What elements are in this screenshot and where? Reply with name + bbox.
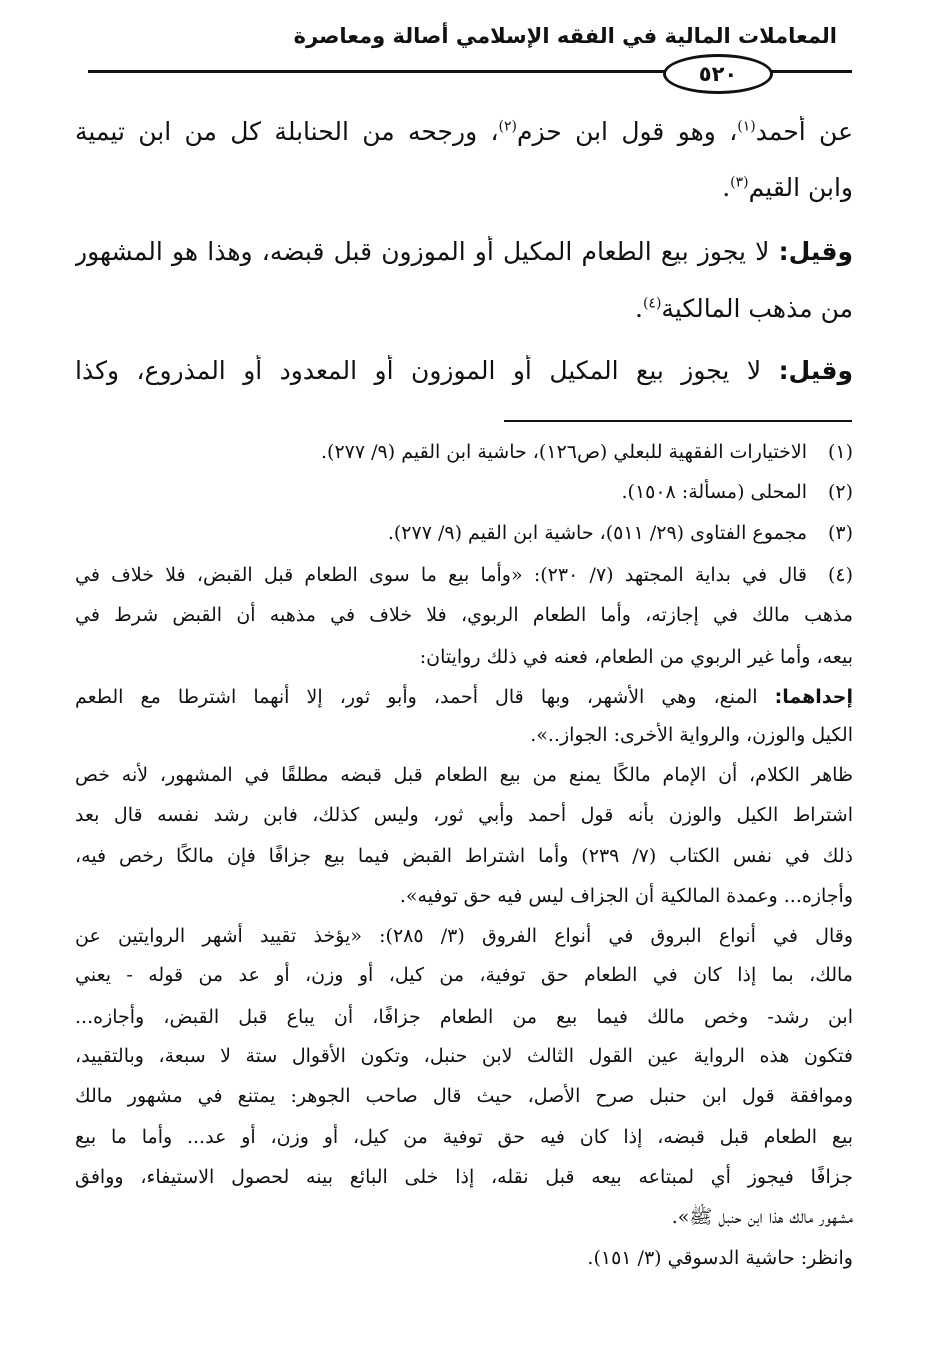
- footnote-4-line: ذلك في نفس الكتاب (٧/ ٢٣٩) وأما اشتراط القبض فيما بيع جزافًا فإن مالكًا رخص فيه،: [75, 845, 853, 867]
- qila-lead: وقيل:: [778, 356, 853, 385]
- footnote-1: الاختيارات الفقهية للبعلي (ص١٢٦)، حاشية ابن القيم (٩/ ٢٧٧).: [321, 441, 807, 463]
- body-p3-line1: وقيل: لا يجوز بيع المكيل أو الموزون أو المعدود أو المذروع، وكذا: [75, 356, 853, 385]
- footnote-2: المحلى (مسألة: ١٥٠٨).: [621, 481, 807, 503]
- first-narration-label: إحداهما:: [774, 686, 853, 708]
- footnote-number: (٣): [827, 522, 853, 544]
- footnote-4-final-line: وانظر: حاشية الدسوقي (٣/ ١٥١).: [587, 1247, 853, 1269]
- footnote-ref-3[interactable]: (٣): [730, 174, 749, 191]
- footnote-4-line: ابن رشد- وخص مالك فيما بيع من الطعام جزافًا، أن يباع قبل القبض، وأجازه...: [75, 1006, 853, 1028]
- footnote-ref-1[interactable]: (١): [737, 118, 756, 135]
- footnote-separator: [504, 420, 852, 422]
- footnote-4-line: وقال في أنواع البروق في أنواع الفروق (٣/ ٢٨٥): «يؤخذ تقييد أشهر الروايتين عن: [75, 925, 853, 947]
- qila-lead: وقيل:: [778, 237, 853, 266]
- footnote-4-line: بيع الطعام قبل قبضه، إذا كان فيه حق توفية من كيل، أو وزن، أو عد... وأما ما بيع: [75, 1126, 853, 1148]
- body-p1-line2: وابن القيم$^{(٣)}$.: [722, 173, 853, 202]
- footnote-4-line: قال في بداية المجتهد (٧/ ٢٣٠): «وأما بيع ما سوى الطعام قبل القبض، فلا خلاف في: [75, 564, 807, 586]
- footnote-4-line: فتكون هذه الرواية عين القول الثالث لابن حنبل، وتكون الأقوال ستة لا سبعة، وبالتقييد،: [75, 1045, 853, 1067]
- footnote-4-line: ظاهر الكلام، أن الإمام مالكًا يمنع من بيع الطعام قبل قبضه مطلقًا في المشهور، لأنه خص: [75, 764, 853, 786]
- footnote-4-line: اشتراط الكيل والوزن بأنه قول أحمد وأبي ثور، وليس كذلك، فابن رشد نفسه قال بعد: [75, 804, 853, 826]
- footnote-number: (٤): [827, 564, 853, 586]
- footnote-ref-4[interactable]: (٤): [642, 295, 662, 312]
- footnote-number: (٢): [827, 481, 853, 503]
- footnote-4-line: وأجازه... وعمدة المالكية أن الجزاف ليس فيه حق توفيه».: [399, 885, 853, 907]
- footnote-4-line: وموافقة قول ابن حنبل صرح الأصل، حيث قال صاحب الجوهر: يمتنع في مشهور مالك: [75, 1085, 853, 1107]
- body-p2-line2: من مذهب المالكية$^{(٤)}$.: [635, 294, 853, 323]
- page-number: [663, 54, 773, 94]
- body-p1-line1: عن أحمد$^{(١)}$، وهو قول ابن حزم$^{(٢)}$، ورجحه من الحنابلة كل من ابن تيمية: [75, 117, 853, 146]
- footnote-number: (١): [827, 441, 853, 463]
- footnote-ref-2[interactable]: (٢): [498, 118, 518, 135]
- footnote-4-line: الكيل والوزن، والرواية الأخرى: الجواز..».: [530, 724, 853, 746]
- footnote-4-line: إحداهما: المنع، وهي الأشهر، وبها قال أحمد، وأبو ثور، إلا أنهما اشترطا مع الطعم: [75, 686, 853, 708]
- footnote-4-line: بيعه، وأما غير الربوي من الطعام، فعنه في ذلك روايتان:: [419, 646, 853, 668]
- page-number-text: ٥٢٠: [698, 62, 738, 86]
- footnote-4-line: مشهور مالك هذا ابن حنبل ﷺ».: [671, 1206, 853, 1228]
- footnote-3: مجموع الفتاوى (٢٩/ ٥١١)، حاشية ابن القيم (٩/ ٢٧٧).: [387, 522, 807, 544]
- running-title: المعاملات المالية في الفقه الإسلامي أصالة ومعاصرة: [293, 24, 837, 48]
- footnote-4-line: مالك، بما إذا كان في الطعام حق توفية، من كيل، أو وزن، أو عد من قوله - يعني: [75, 964, 853, 986]
- body-p2-line1: وقيل: لا يجوز بيع الطعام المكيل أو الموزون قبل قبضه، وهذا هو المشهور: [75, 237, 853, 266]
- footnote-4-line: مذهب مالك في إجازته، وأما الطعام الربوي، فلا خلاف في مذهبه أن القبض شرط في: [75, 604, 853, 626]
- footnote-4-line: جزافًا فيجوز أي لمبتاعه بيعه قبل نقله، إذا خلى البائع بينه لحصول الاستيفاء، ووافق: [75, 1166, 853, 1188]
